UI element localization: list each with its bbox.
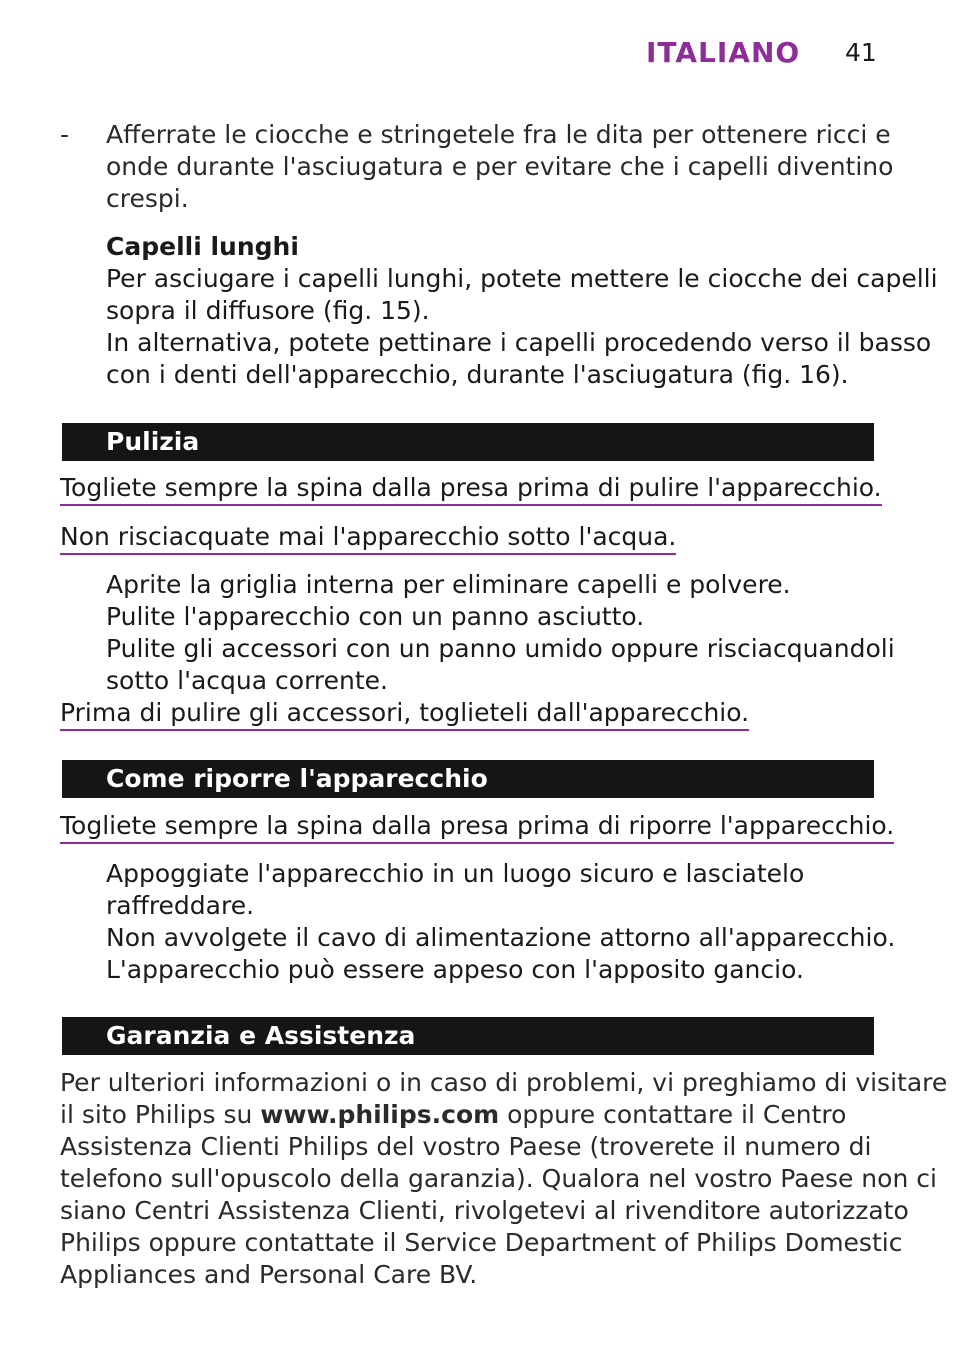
- cleaning-step: Aprite la griglia interna per eliminare capelli e polvere.: [106, 570, 791, 599]
- section-header-cleaning: [62, 423, 874, 461]
- warranty-line: Assistenza Clienti Philips del vostro Paese (troverete il numero di: [60, 1132, 872, 1161]
- cleaning-step: sotto l'acqua corrente.: [106, 666, 388, 695]
- cleaning-step: Pulite gli accessori con un panno umido oppure risciacquandoli: [106, 634, 895, 663]
- storage-warning: Togliete sempre la spina dalla presa prima di riporre l'apparecchio.: [60, 811, 894, 844]
- intro-line: crespi.: [106, 184, 189, 213]
- storage-step: Appoggiate l'apparecchio in un luogo sicuro e lasciatelo: [106, 859, 805, 888]
- warranty-line: siano Centri Assistenza Clienti, rivolgetevi al rivenditore autorizzato: [60, 1196, 909, 1225]
- warranty-text: oppure contattare il Centro: [499, 1100, 847, 1129]
- bullet-dash: -: [60, 120, 70, 149]
- section-header-storage: [62, 760, 874, 798]
- warranty-line: Appliances and Personal Care BV.: [60, 1260, 478, 1289]
- warranty-paragraph: [60, 1067, 947, 1291]
- intro-line: Afferrate le ciocche e stringetele fra le dita per ottenere ricci e: [106, 120, 891, 149]
- warranty-line: telefono sull'opuscolo della garanzia). Qualora nel vostro Paese non ci: [60, 1164, 937, 1193]
- warranty-line: Philips oppure contattate il Service Department of Philips Domestic: [60, 1228, 903, 1257]
- storage-step: Non avvolgete il cavo di alimentazione attorno all'apparecchio.: [106, 923, 896, 952]
- warranty-line: Per ulteriori informazioni o in caso di problemi, vi preghiamo di visitare: [60, 1068, 948, 1097]
- cleaning-steps: [106, 569, 895, 697]
- cleaning-warning: Togliete sempre la spina dalla presa prima di pulire l'apparecchio.: [60, 473, 882, 506]
- long-hair-line: In alternativa, potete pettinare i capelli procedendo verso il basso: [106, 328, 932, 357]
- cleaning-step: Pulite l'apparecchio con un panno asciutto.: [106, 602, 645, 631]
- warranty-text: il sito Philips su: [60, 1100, 261, 1129]
- section-title: Pulizia: [106, 427, 200, 456]
- warranty-line: [60, 1099, 947, 1131]
- long-hair-line: con i denti dell'apparecchio, durante l'asciugatura (fig. 16).: [106, 360, 849, 389]
- page-number: 41: [845, 38, 877, 67]
- section-title: Come riporre l'apparecchio: [106, 764, 488, 793]
- philips-website-link[interactable]: www.philips.com: [260, 1100, 500, 1129]
- long-hair-line: Per asciugare i capelli lunghi, potete mettere le ciocche dei capelli: [106, 264, 938, 293]
- long-hair-line: sopra il diffusore (fig. 15).: [106, 296, 430, 325]
- intro-line: onde durante l'asciugatura e per evitare che i capelli diventino: [106, 152, 894, 181]
- cleaning-note: Prima di pulire gli accessori, toglieteli dall'apparecchio.: [60, 698, 749, 731]
- section-header-warranty: [62, 1017, 874, 1055]
- storage-steps: [106, 858, 895, 986]
- language-header: ITALIANO: [646, 36, 801, 69]
- long-hair-title: Capelli lunghi: [106, 232, 299, 261]
- storage-step: raffreddare.: [106, 891, 255, 920]
- section-title: Garanzia e Assistenza: [106, 1021, 416, 1050]
- storage-step: L'apparecchio può essere appeso con l'apposito gancio.: [106, 955, 804, 984]
- cleaning-warning: Non risciacquate mai l'apparecchio sotto l'acqua.: [60, 522, 676, 555]
- long-hair-paragraph: [106, 263, 938, 391]
- intro-paragraph: [106, 119, 893, 215]
